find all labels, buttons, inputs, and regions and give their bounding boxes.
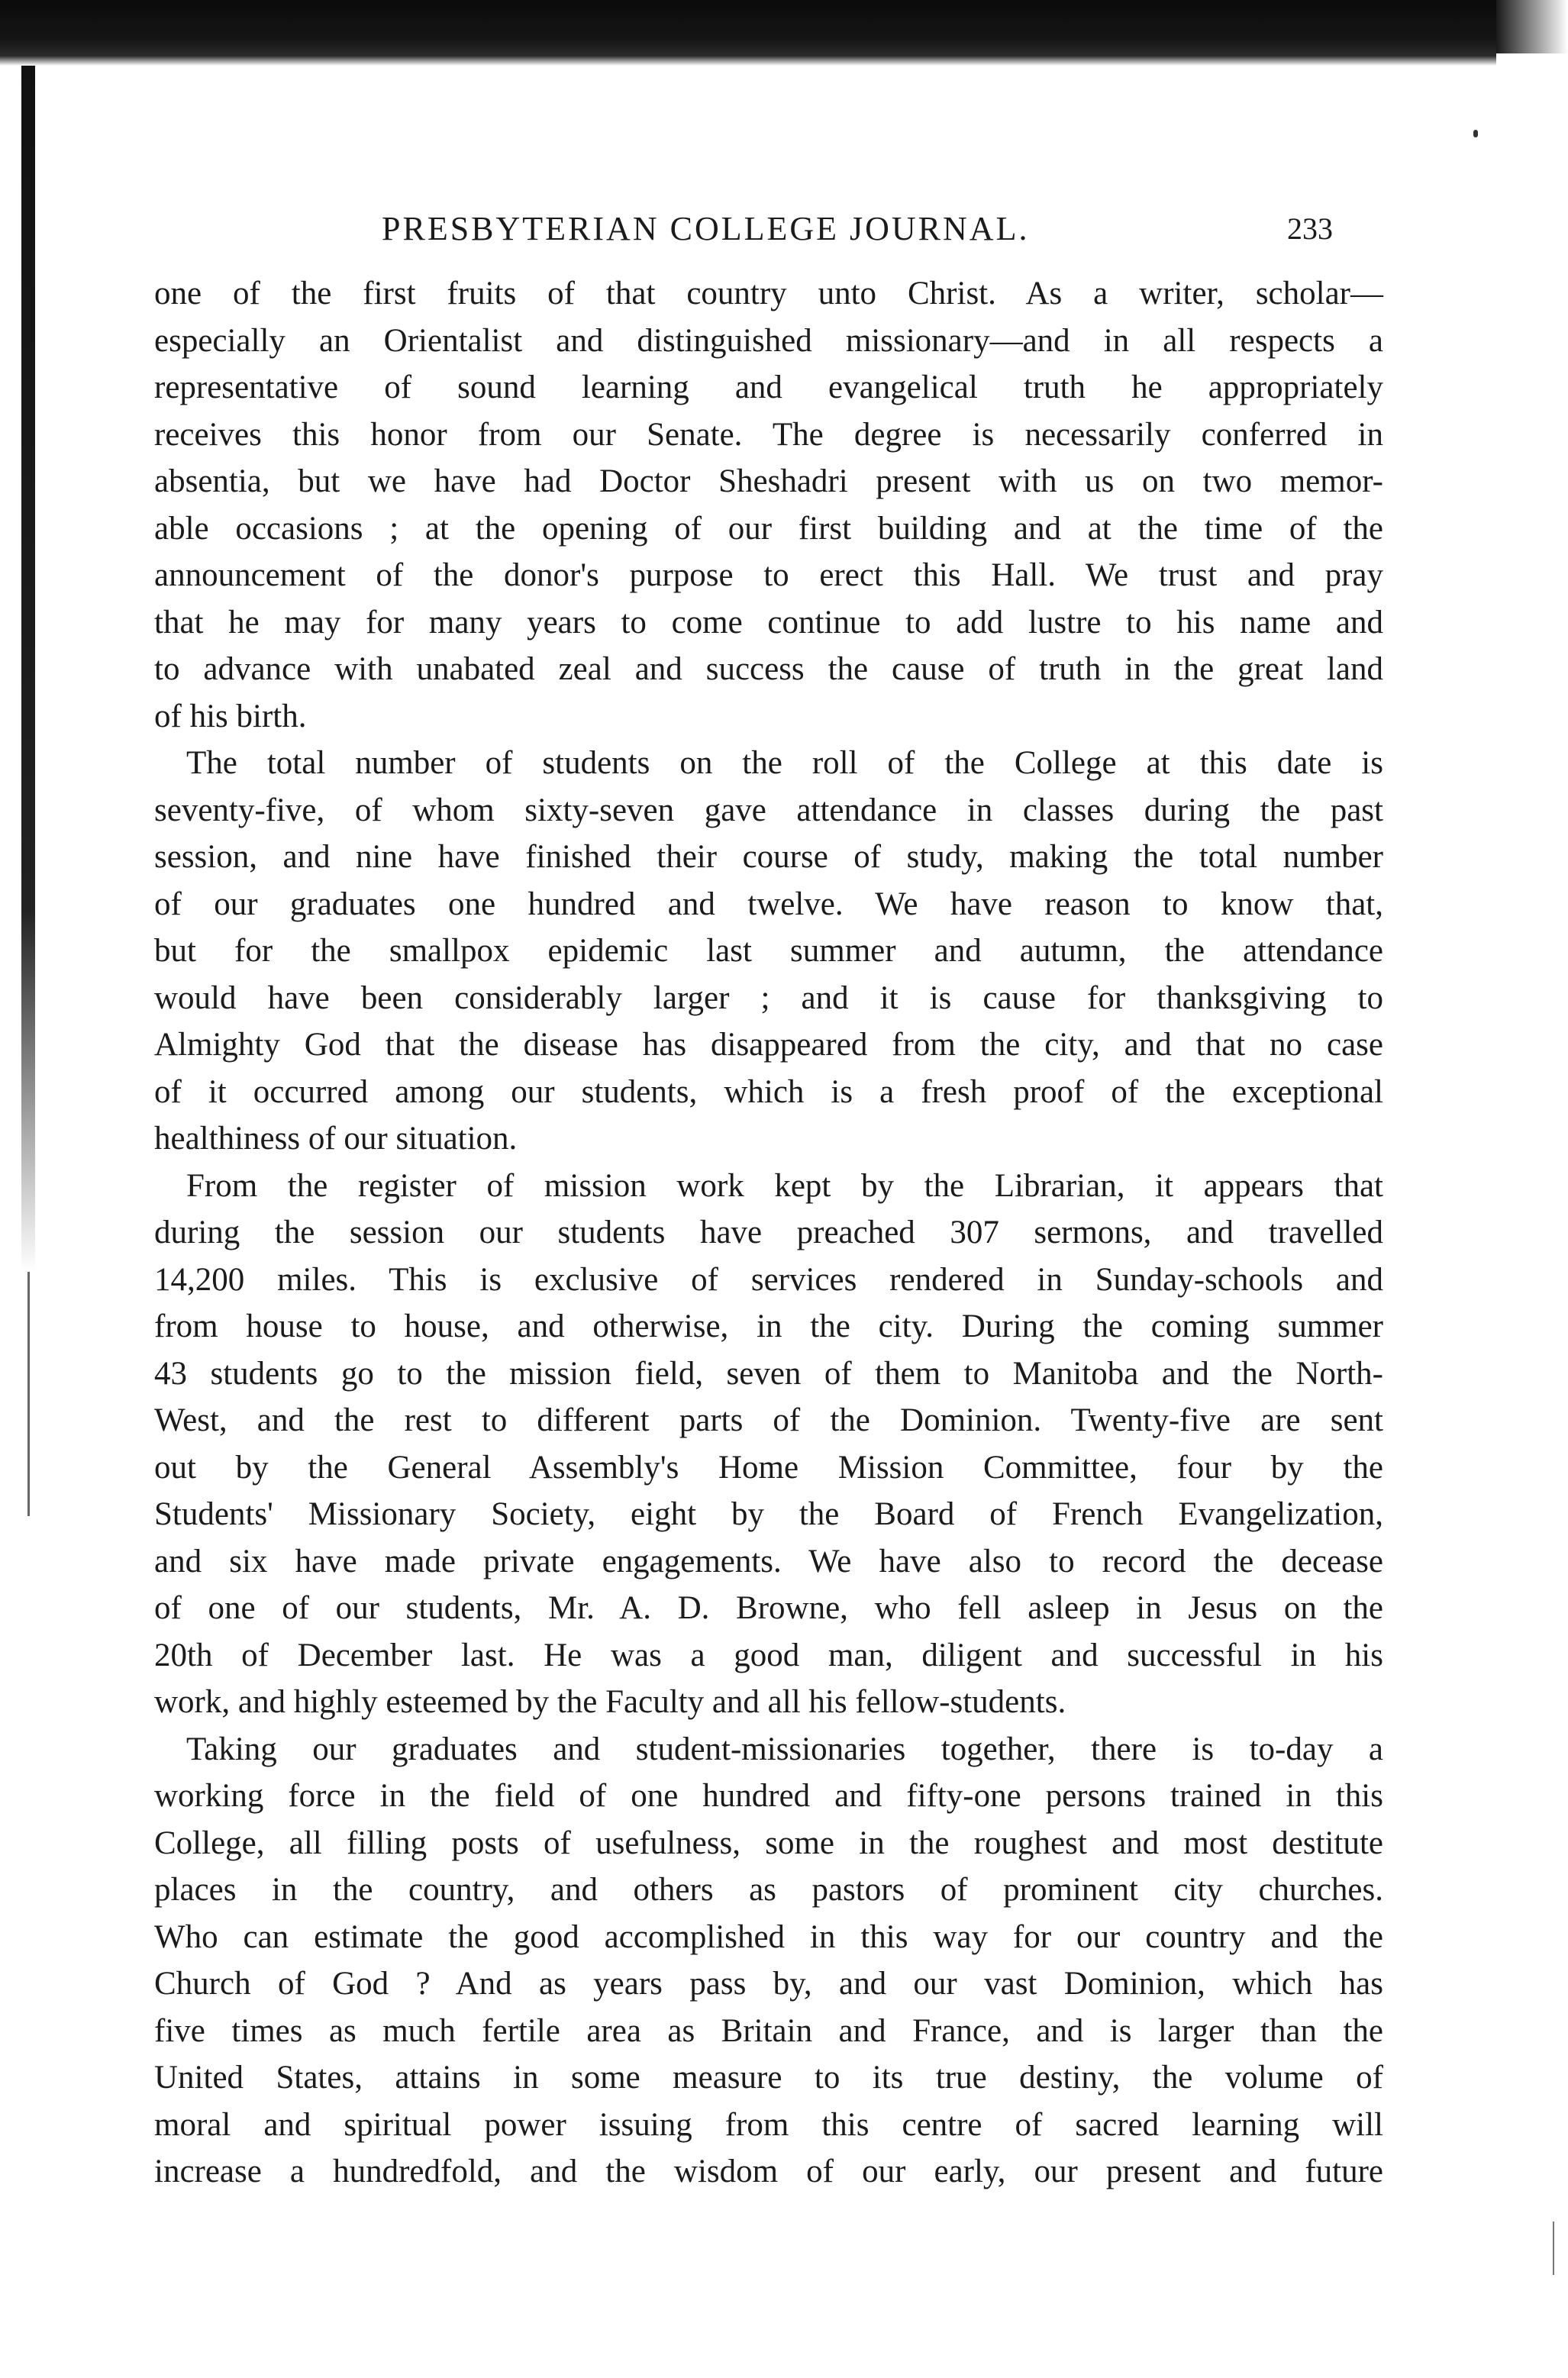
text-line: West, and the rest to different parts of the Dominion. Twenty-five are sent [154,1402,1383,1438]
text-line: absentia, but we have had Doctor Sheshadri present with us on two memor- [154,463,1383,499]
text-line: of it occurred among our students, which is a fresh proof of the exceptional [154,1073,1383,1110]
page-number: 233 [1287,211,1333,246]
text-line: to advance with unabated zeal and success the cause of truth in the great land [154,651,1383,687]
text-line: session, and nine have finished their course of study, making the total number [154,839,1383,875]
text-line: 20th of December last. He was a good man, diligent and successful in his [154,1637,1383,1673]
scan-left-border-lower [27,1272,30,1516]
text-line: Church of God ? And as years pass by, and our vast Dominion, which has [154,1966,1383,2002]
scan-top-border-fade [1496,0,1568,53]
text-line: from house to house, and otherwise, in the city. During the coming summer [154,1308,1383,1344]
text-line: during the session our students have preached 307 sermons, and travelled [154,1215,1383,1250]
text-line: United States, attains in some measure to its true destiny, the volume of [154,2060,1383,2096]
text-line: of one of our students, Mr. A. D. Browne, who fell asleep in Jesus on the [154,1590,1383,1626]
text-line: working force in the field of one hundred and fifty-one persons trained in this [154,1778,1383,1814]
text-line: of his birth. [154,698,307,734]
text-line: increase a hundredfold, and the wisdom of our early, our present and future [154,2154,1383,2189]
scan-right-mark [1553,2222,1554,2275]
running-head [382,200,1389,253]
text-line: 14,200 miles. This is exclusive of services rendered in Sunday-schools and [154,1261,1383,1298]
text-line: five times as much fertile area as Britain and France, and is larger than the [154,2012,1383,2049]
text-line: representative of sound learning and evangelical truth he appropriately [154,369,1383,405]
text-line: but for the smallpox epidemic last summer and autumn, the attendance [154,933,1383,969]
text-line: Who can estimate the good accomplished in this way for our country and the [154,1918,1383,1955]
text-line: From the register of mission work kept by the Librarian, it appears that [186,1167,1383,1204]
scan-top-border [0,0,1496,66]
scan-speck [1473,130,1478,137]
text-line: 43 students go to the mission field, seven of them to Manitoba and the North- [154,1355,1383,1392]
text-line: of our graduates one hundred and twelve. We have reason to know that, [154,886,1383,922]
scan-left-border [21,66,35,1272]
text-line: places in the country, and others as pastors of prominent city churches. [154,1872,1383,1908]
text-line: moral and spiritual power issuing from this centre of sacred learning will [154,2106,1383,2143]
text-line: The total number of students on the roll of the College at this date is [186,745,1383,781]
text-line: Almighty God that the disease has disappeared from the city, and that no case [154,1027,1383,1063]
paragraph [154,1726,1383,2196]
text-line: and six have made private engagements. We have also to record the decease [154,1543,1383,1579]
text-line: College, all filling posts of usefulness, some in the roughest and most destitute [154,1825,1383,1861]
paragraph [154,740,1383,1163]
paragraph [154,1163,1383,1726]
running-title: PRESBYTERIAN COLLEGE JOURNAL. [382,210,1030,247]
text-line: able occasions ; at the opening of our first building and at the time of the [154,510,1383,547]
text-line: receives this honor from our Senate. The degree is necessarily conferred in [154,416,1383,453]
text-line: one of the first fruits of that country unto Christ. As a writer, scholar— [154,276,1383,311]
text-line: that he may for many years to come continue to add lustre to his name and [154,604,1383,640]
text-line: out by the General Assembly's Home Mission Committee, four by the [154,1449,1383,1486]
paragraph [154,270,1383,740]
body-text [154,270,1383,2196]
text-line: Taking our graduates and student-missionaries together, there is to-day a [186,1731,1383,1767]
text-line: healthiness of our situation. [154,1121,518,1157]
text-line: would have been considerably larger ; and it is cause for thanksgiving to [154,979,1383,1016]
text-line: Students' Missionary Society, eight by the Board of French Evangelization, [154,1496,1383,1532]
text-line: work, and highly esteemed by the Faculty and all his fellow-students. [154,1684,1066,1720]
text-line: announcement of the donor's purpose to erect this Hall. We trust and pray [154,557,1383,593]
text-line: seventy-five, of whom sixty-seven gave attendance in classes during the past [154,792,1383,828]
text-line: especially an Orientalist and distinguished missionary—and in all respects a [154,322,1383,359]
